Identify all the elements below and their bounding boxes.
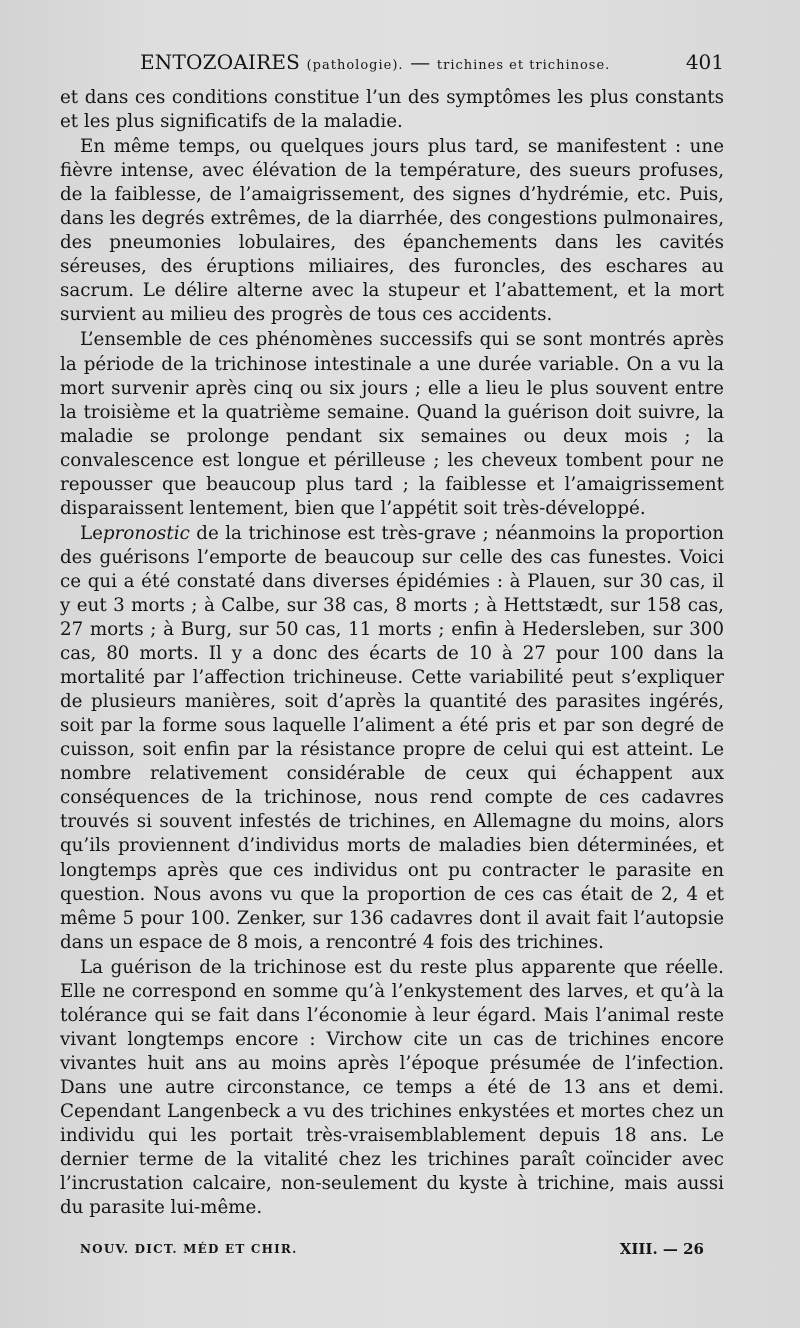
- paragraph-recovery: La guérison de la trichinose est du reste plus apparente que réelle. Elle ne correspond en somme qu’à l’enkystement des larves, et qu’à la tolérance qui se fait dans l’économie à leur égard. Mais l’animal reste vivant longtemps encore : Virchow cite un cas de trichines encore vivantes huit ans au moins après l’époque présumée de l’infection. Dans une autre circonstance, ce temps a été de 13 ans et demi. Cependant Langenbeck a vu des trichines enkystées et mortes chez un individu qui les portait très-vraisemblablement depuis 18 ans. Le dernier terme de la vitalité chez les trichines paraît coïncider avec l’incrustation calcaire, non-seulement du kyste à trichine, mais aussi du parasite lui-même.: [60, 956, 724, 1219]
- body-text: [60, 86, 724, 1220]
- paragraph-symptoms: En même temps, ou quelques jours plus tard, se manifestent : une fièvre intense, avec élévation de la température, des sueurs profuses, de la faiblesse, de l’amaigrissement, des signes d’hydrémie, etc. Puis, dans les degrés extrêmes, de la diarrhée, des congestions pulmonaires, des pneumonies lobulaires, des épanchements dans les cavités séreuses, des éruptions miliaires, des furoncles, des eschares au sacrum. Le délire alterne avec la stupeur et l’abattement, et la mort survient au milieu des progrès de tous ces accidents.: [60, 136, 724, 326]
- running-title-section: (pathologie).: [306, 58, 404, 73]
- paragraph-continuation: et dans ces conditions constitue l’un des symptômes les plus constants et les plus significatifs de la maladie.: [60, 87, 724, 133]
- paragraph-duration: L’ensemble de ces phénomènes successifs qui se sont montrés après la période de la trichinose intestinale a une durée variable. On a vu la mort survenir après cinq ou six jours ; elle a lieu le plus souvent entre la troisième et la quatrième semaine. Quand la guérison doit suivre, la maladie se prolonge pendant six semaines ou deux mois ; la convalescence est longue et périlleuse ; les cheveux tombent pour ne repousser que beaucoup plus tard ; la faiblesse et l’amaigrissement disparaissent lentement, bien que l’appétit soit très-développé.: [60, 329, 724, 519]
- paragraph-prognosis: [60, 522, 724, 955]
- prognosis-text: de la trichinose est très-grave ; néanmoins la proportion des guérisons l’emporte de beaucoup sur celle des cas funestes. Voici ce qui a été constaté dans diverses épidémies : à Plauen, sur 30 cas, il y eut 3 morts ; à Calbe, sur 38 cas, 8 morts ; à Hettstædt, sur 158 cas, 27 morts ; à Burg, sur 50 cas, 11 morts ; enfin à Hedersleben, sur 300 cas, 80 morts. Il y a donc des écarts de 10 à 27 pour 100 dans la mortalité par l’affection trichineuse. Cette variabilité peut s’expliquer de plusieurs manières, soit d’après la quantité des parasites ingérés, soit par la forme sous laquelle l’aliment a été pris et par son degré de cuisson, soit enfin par la résistance propre de celui qui est atteint. Le nombre relativement considérable de ceux qui échappent aux conséquences de la trichinose, nous rend compte de ces cadavres trouvés si souvent infestés de trichines, en Allemagne du moins, alors qu’ils proviennent d’individus morts de maladies bien déterminées, et longtemps après que ces individus ont pu contracter le parasite en question. Nous avons vu que la proportion de ces cas était de 2, 4 et même 5 pour 100. Zenker, sur 136 cadavres dont il avait fait l’autopsie dans un espace de 8 mois, a rencontré 4 fois des trichines.: [60, 522, 724, 953]
- footer-signature: NOUV. DICT. MÉD ET CHIR.: [80, 1242, 298, 1256]
- running-header: [60, 50, 724, 80]
- running-title-dash: —: [410, 50, 431, 74]
- footer-volume-sheet: XIII. — 26: [619, 1240, 704, 1258]
- running-title: [140, 50, 610, 74]
- prognosis-lead: Le: [80, 522, 103, 544]
- running-title-topic: trichines et trichinose.: [436, 58, 611, 73]
- running-title-main: ENTOZOAIRES: [140, 50, 301, 74]
- page-number: 401: [685, 50, 724, 74]
- page-footer: [80, 1240, 704, 1260]
- prognosis-term: pronostic: [102, 522, 190, 544]
